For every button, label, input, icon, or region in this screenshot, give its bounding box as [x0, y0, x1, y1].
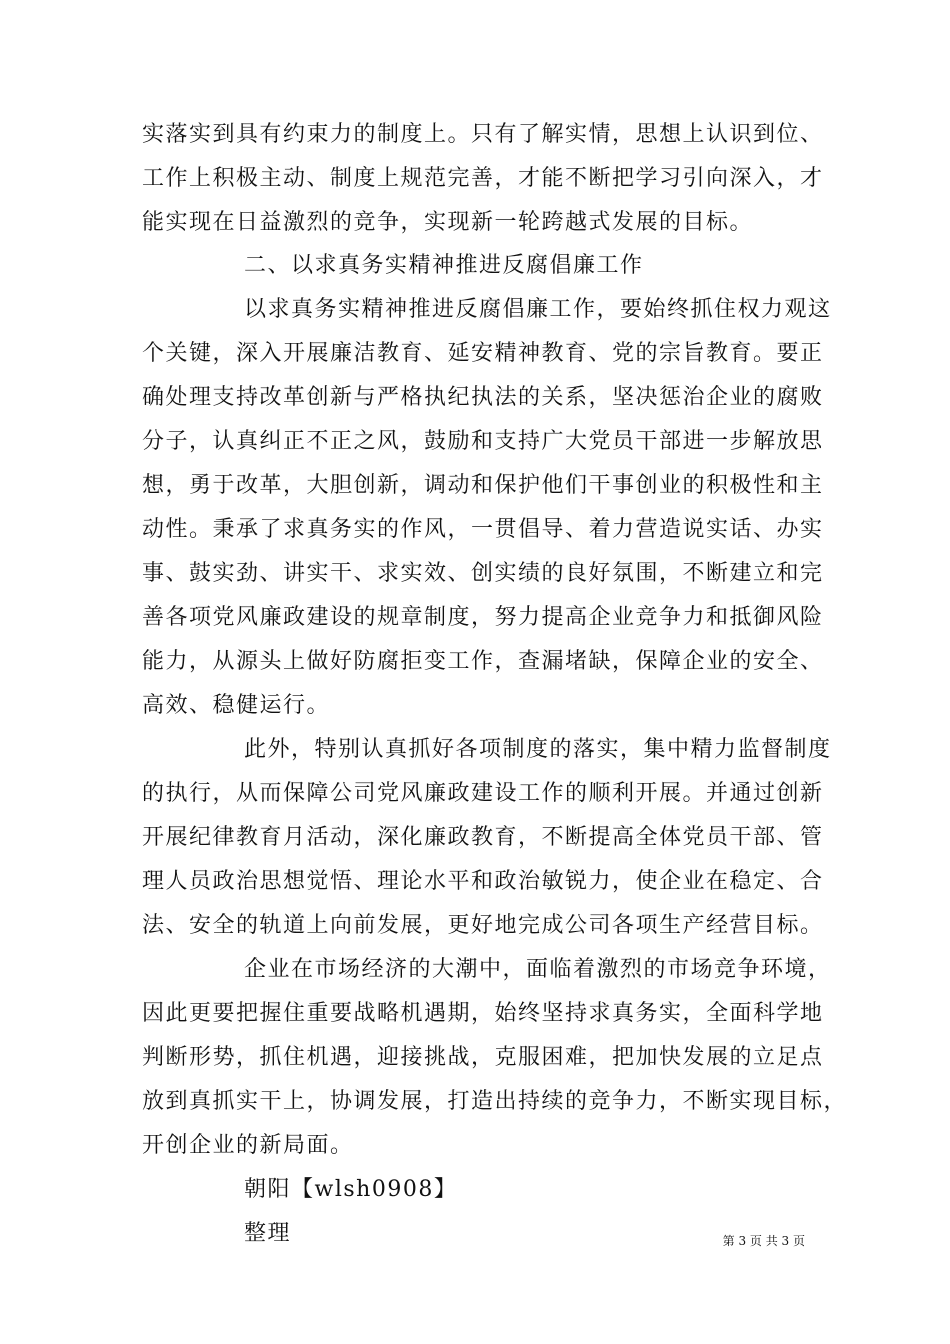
text-line: 善各项党风廉政建设的规章制度，努力提高企业竞争力和抵御风险	[142, 605, 824, 630]
text-line: 实落实到具有约束力的制度上。只有了解实情，思想上认识到位、	[142, 122, 824, 147]
text-line: 想，勇于改革，大胆创新，调动和保护他们干事创业的积极性和主	[142, 473, 824, 498]
text-line: 法、安全的轨道上向前发展，更好地完成公司各项生产经营目标。	[142, 913, 824, 938]
text-line: 分子，认真纠正不正之风，鼓励和支持广大党员干部进一步解放思	[142, 429, 824, 454]
text-line: 开展纪律教育月活动，深化廉政教育，不断提高全体党员干部、管	[142, 825, 824, 850]
text-line: 能力，从源头上做好防腐拒变工作，查漏堵缺，保障企业的安全、	[142, 649, 824, 674]
text-line: 个关键，深入开展廉洁教育、延安精神教育、党的宗旨教育。要正	[142, 341, 824, 366]
text-line: 动性。秉承了求真务实的作风，一贯倡导、着力营造说实话、办实	[142, 517, 824, 542]
text-line: 能实现在日益激烈的竞争，实现新一轮跨越式发展的目标。	[142, 210, 754, 235]
text-line: 企业在市场经济的大潮中，面临着激烈的市场竞争环境，	[244, 957, 832, 982]
text-line: 理人员政治思想觉悟、理论水平和政治敏锐力，使企业在稳定、合	[142, 869, 824, 894]
signature-note: 整理	[244, 1221, 292, 1246]
text-line: 工作上积极主动、制度上规范完善，才能不断把学习引向深入，才	[142, 166, 824, 191]
text-line: 的执行，从而保障公司党风廉政建设工作的顺利开展。并通过创新	[142, 781, 824, 806]
text-line: 判断形势，抓住机遇，迎接挑战，克服困难，把加快发展的立足点	[142, 1045, 824, 1070]
section-heading: 二、以求真务实精神推进反腐倡廉工作	[244, 253, 644, 278]
text-line: 放到真抓实干上，协调发展，打造出持续的竞争力，不断实现目标，	[142, 1089, 848, 1114]
text-line: 以求真务实精神推进反腐倡廉工作，要始终抓住权力观这	[244, 297, 832, 322]
signature-line: 朝阳【wlsh0908】	[244, 1177, 458, 1202]
text-line: 因此更要把握住重要战略机遇期，始终坚持求真务实，全面科学地	[142, 1001, 824, 1026]
text-line: 事、鼓实劲、讲实干、求实效、创实绩的良好氛围，不断建立和完	[142, 561, 824, 586]
text-line: 确处理支持改革创新与严格执纪执法的关系，坚决惩治企业的腐败	[142, 385, 824, 410]
text-line: 此外，特别认真抓好各项制度的落实，集中精力监督制度	[244, 737, 832, 762]
page-number: 第 3 页 共 3 页	[722, 1234, 805, 1248]
text-line: 开创企业的新局面。	[142, 1133, 354, 1158]
text-line: 高效、稳健运行。	[142, 693, 331, 718]
